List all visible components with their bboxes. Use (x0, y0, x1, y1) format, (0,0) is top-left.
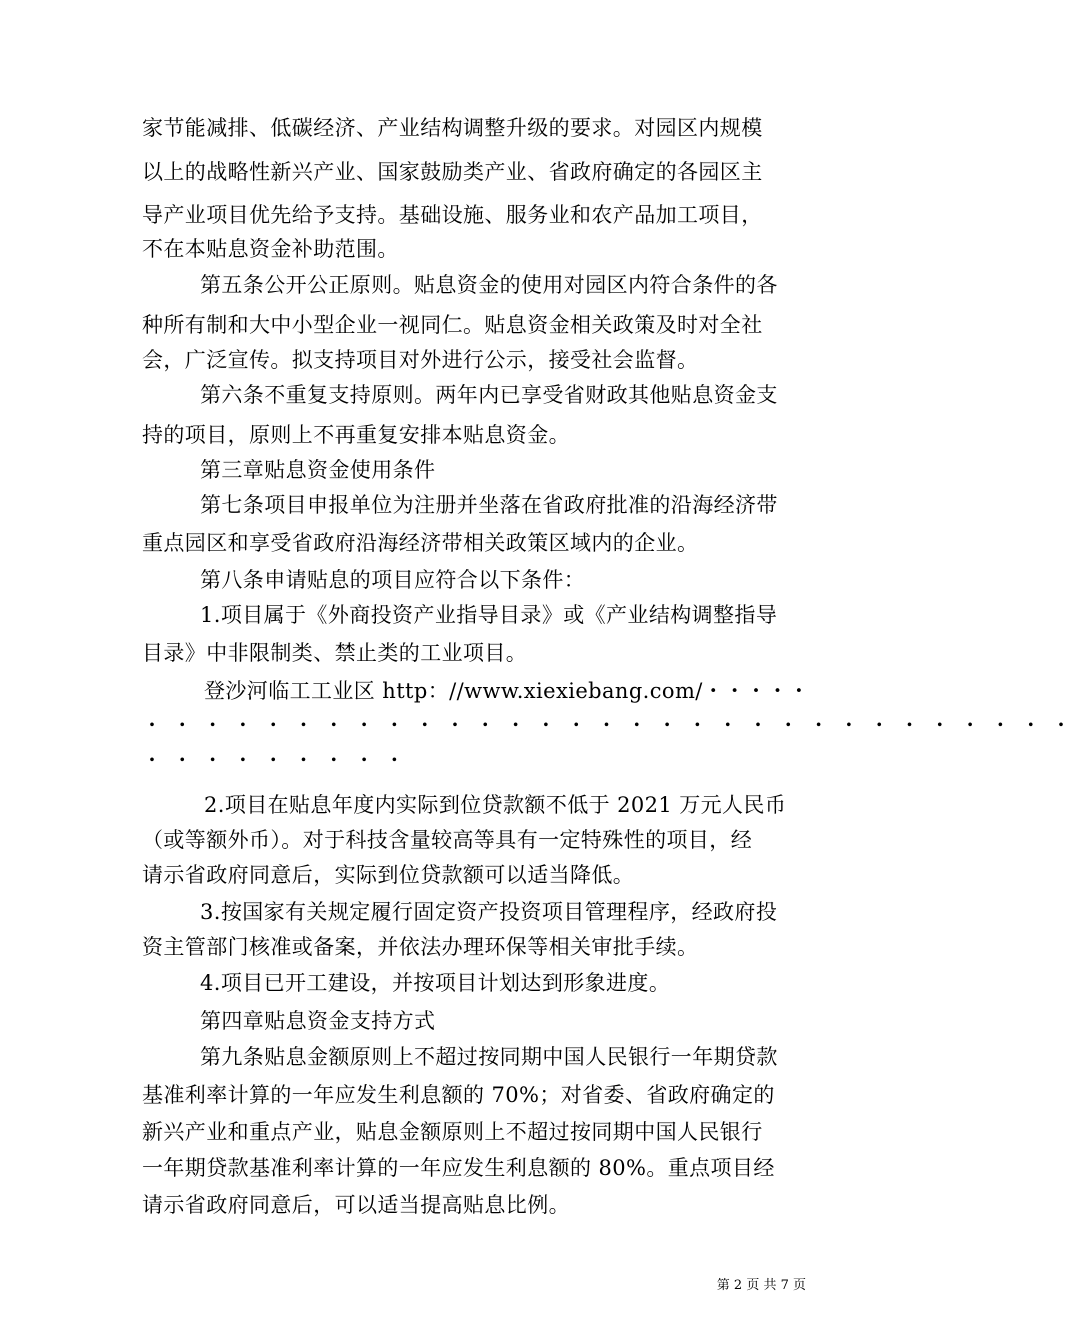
dot-leader-line: ・・・・・・・・・・・・・・・・・・・・・・・・・・・・・・・ (142, 713, 1081, 737)
text-line: 导产业项目优先给予支持。基础设施、服务业和农产品加工项目， (142, 203, 763, 227)
text-line: 以上的战略性新兴产业、国家鼓励类产业、省政府确定的各园区主 (142, 160, 763, 184)
text-line: 新兴产业和重点产业，贴息金额原则上不超过按同期中国人民银行 (142, 1120, 763, 1144)
chapter-heading: 第四章贴息资金支持方式 (200, 1009, 436, 1033)
text-line: 第七条项目申报单位为注册并坐落在省政府批准的沿海经济带 (200, 493, 778, 517)
dot-leader-line: ・・・・・・・・・ (142, 748, 415, 772)
text-line: 目录》中非限制类、禁止类的工业项目。 (142, 641, 528, 665)
text-line: 第五条公开公正原则。贴息资金的使用对园区内符合条件的各 (200, 273, 778, 297)
text-line: 重点园区和享受省政府沿海经济带相关政策区域内的企业。 (142, 531, 699, 555)
text-line: 持的项目，原则上不再重复安排本贴息资金。 (142, 423, 570, 447)
text-line: 请示省政府同意后，可以适当提高贴息比例。 (142, 1193, 570, 1217)
text-line: 基准利率计算的一年应发生利息额的 70%；对省委、省政府确定的 (142, 1083, 775, 1107)
url-line: 登沙河临工工业区 http：//www.xiexiebang.com/・・・・・ (204, 679, 810, 703)
text-line: 第九条贴息金额原则上不超过按同期中国人民银行一年期贷款 (200, 1045, 778, 1069)
text-line: 第八条申请贴息的项目应符合以下条件： (200, 568, 586, 592)
text-line: 4.项目已开工建设，并按项目计划达到形象进度。 (200, 971, 671, 995)
text-line: 2.项目在贴息年度内实际到位贷款额不低于 2021 万元人民币 (204, 793, 787, 817)
text-line: 会，广泛宣传。拟支持项目对外进行公示，接受社会监督。 (142, 348, 699, 372)
chapter-heading: 第三章贴息资金使用条件 (200, 458, 436, 482)
text-line: 请示省政府同意后，实际到位贷款额可以适当降低。 (142, 863, 635, 887)
page-number: 第 2 页 共 7 页 (716, 1278, 806, 1293)
text-line: 种所有制和大中小型企业一视同仁。贴息资金相关政策及时对全社 (142, 313, 763, 337)
text-line: 家节能减排、低碳经济、产业结构调整升级的要求。对园区内规模 (142, 116, 763, 140)
text-line: 3.按国家有关规定履行固定资产投资项目管理程序，经政府投 (200, 900, 778, 924)
text-line: 一年期贷款基准利率计算的一年应发生利息额的 80%。重点项目经 (142, 1156, 775, 1180)
text-line: （或等额外币）。对于科技含量较高等具有一定特殊性的项目，经 (142, 828, 753, 852)
text-line: 第六条不重复支持原则。两年内已享受省财政其他贴息资金支 (200, 383, 778, 407)
text-line: 1.项目属于《外商投资产业指导目录》或《产业结构调整指导 (200, 603, 778, 627)
text-line: 资主管部门核准或备案，并依法办理环保等相关审批手续。 (142, 935, 699, 959)
text-line: 不在本贴息资金补助范围。 (142, 237, 399, 261)
